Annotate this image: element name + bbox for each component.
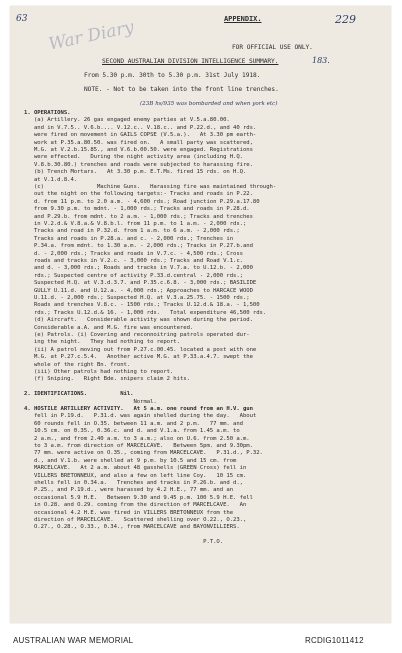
body-line: ing the night. They had nothing to report. (24, 339, 180, 346)
body-line: P.T.O. (24, 539, 224, 546)
war-diary-stamp: War Diary (46, 17, 136, 55)
body-line: rds.; Tracks U.12.d.& 16. - 1,000 rds. Total expenditure 46,500 rds. (24, 309, 267, 316)
body-line: (a) Artillery. 26 gas engaged enemy parties at V.5.a.80.00. (24, 117, 230, 124)
body-line: VILLERS BRETONNEUX, and also a few on left line Coy. 10 15 cm. (24, 472, 247, 479)
body-line: (f) Sniping. Right Bde. snipers claim 2 hits. (24, 376, 190, 383)
body-line: 1. OPERATIONS. (24, 110, 71, 116)
body-line: and d. - 3,000 rds.; Roads and tracks in V.7.a. to U.12.b. - 2,000 (24, 265, 253, 272)
body-line: 2. IDENTIFICATIONS. Nil. (24, 391, 134, 398)
body-line: MARCELCAVE. At 2 a.m. about 48 gasshells (GREEN Cross) fell in (24, 465, 247, 472)
body-line: M.G. at V.2.b.15.85., and V.6.b.00.50. were engaged. Registrations (24, 147, 253, 153)
body-line: d. - 2,000 rds.; Tracks and roads in V.7.c. - 4,500 rds.; Cross (24, 250, 243, 257)
body-line: shells fell in 0.34.a. Trenches and tracks in P.26.b. and d., (24, 480, 243, 486)
document-text (10, 6, 391, 623)
note-line: NOTE. - Not to be taken into the front line trenches. (84, 86, 279, 93)
body-line: were effected. During the night activity area (including H.Q. (24, 154, 243, 161)
body-line: (d) Aircraft. Considerable activity was shown during the period. (24, 317, 253, 324)
body-line: were fired on movement in GAILS COPSE (V.5.a.). At 3.30 pm earth- (24, 132, 257, 139)
document-page (10, 6, 391, 623)
body-line: (ii) A patrol moving out from P.27.c.00.45. located a post with one (24, 346, 257, 353)
body-line: fell in P.19.d. P.31.d. was again shelled during the day. About (24, 413, 257, 420)
body-line: rds.; Suspected centre of activity P.33.d.central - 2,000 rds.; (24, 272, 243, 279)
appendix-heading: APPENDIX. (224, 15, 262, 23)
body-line: V.8.b.30.80.) trenches and roads were subjected to harassing fire. (24, 161, 253, 168)
body-line: Normal. (24, 398, 157, 405)
body-line: 60 rounds fell in O.35. between 11 a.m. and 2 p.m. 77 mm. and (24, 420, 243, 427)
body-line: 10.5 cm. on 0.35., 0.36.c. and d. and V.1.a. from 1.45 a.m. to (24, 428, 240, 435)
body-line: M.G. at P.27.c.5.4. Another active M.G. at P.33.a.4.7. swept the (24, 354, 253, 361)
body-line: P.25., and P.19.d., were harassed by 4.2 H.E., 77 mm. and an (24, 487, 234, 494)
period-line: From 5.30 p.m. 30th to 5.30 p.m. 31st July 1918. (84, 72, 261, 79)
body-line: GULLY U.11.d. and U.12.a. - 4,000 rds.; Approaches to HARCACE WOOD (24, 287, 253, 294)
marginal-handwritten-note: (23B hs/935 was bombarded and when york etc) (140, 101, 278, 107)
body-line: Considerable a.A. and M.G. fire was encountered. (24, 324, 194, 331)
body-line: in O.28. and O.29. coming from the direction of MARCELCAVE. An (24, 502, 247, 509)
body-line: 2 a.m., and from 2.40 a.m. to 3 a.m.; also on U.6. from 2.50 a.m. (24, 435, 250, 442)
body-line: at V.1.d.8.4. (24, 176, 78, 183)
body-line: occasional 4.2 H.E. was fired in VILLERS BRETONNEUX from the (24, 509, 234, 516)
body-line: O.27., O.28., O.33., 0.34., from MARCELCAVE and BAYONVILLIERS. (24, 524, 240, 531)
footer-institution: AUSTRALIAN WAR MEMORIAL (13, 636, 134, 645)
summary-title: SECOND AUSTRALIAN DIVISION INTELLIGENCE SUMMARY. (102, 58, 279, 65)
body-line: whole of the right Bn. front. (24, 361, 131, 368)
summary-number: 183. (312, 56, 330, 65)
body-line: Tracks and roads in P.28.a. and c. - 2,000 rds.; Trenches in (24, 235, 234, 242)
body-line: out the night on the following targets:- Tracks and roads in P.22. (24, 191, 253, 198)
body-line: U.11.d. - 2,000 rds.; Suspected H.Q. at V.3.a.25.75. - 1500 rds.; (24, 295, 250, 301)
body-line: 4. HOSTILE ARTILLERY ACTIVITY. At 5 a.m. one round from an H.V. gun (24, 406, 253, 412)
footer-record-id: RCDIG1011412 (305, 636, 364, 645)
official-use-line: FOR OFFICIAL USE ONLY. (232, 44, 313, 51)
body-line: Roads and trenches V.8.c. - 1500 rds.; Tracks U.12.d.& 18.a. - 1,500 (24, 302, 260, 309)
body-line: Suspected H.Q. at V.3.d.3.7. and P.35.c.6.8. - 3,000 rds.; BASILIDE (24, 280, 257, 287)
page-number: 63 (16, 14, 28, 24)
body-line: and P.29.b. from mdnt. to 2 a.m. - 1,000 rds.; Tracks and trenches (24, 213, 253, 220)
body-line: Tracks and road in P.32.d. from 1 a.m. to 6 a.m. - 2,000 rds.; (24, 228, 240, 235)
appendix-number: 229 (335, 13, 356, 26)
body-line: to 3 a.m. from direction of MARCELCAVE. Between 5pm. and 9.30pm. (24, 443, 253, 449)
body-line: (e) Patrols. (i) Covering and reconnoitring patrols operated dur- (24, 332, 250, 338)
body-line: and in V.7.5.. V.6.b.... V.12.c.. V.18.c.. and P.22.d., and 40 rds. (24, 124, 257, 131)
body-line: d. from 11 p.m. to 2.0 a.m. - 4,600 rds.; Road junction P.29.a.17.80 (24, 198, 260, 205)
body-line: work at P.35.a.80.50. was fired on. A small party was scattered, (24, 139, 253, 146)
body-line: (iii) Other patrols had nothing to report. (24, 369, 174, 375)
body-line: P.34.a. from mdnt. to 1.30 a.m. - 2,000 rds.; Tracks in P.27.b.and (24, 243, 253, 250)
body-line: from 9.30 p.m. to mdnt. - 1,000 rds.; Tracks and roads in P.28.d. (24, 206, 250, 213)
body-line: direction of MARCELCAVE. Scattered shelling over O.22., O.23., (24, 517, 247, 523)
body-line: d., and V.1.b. were shelled at 9 p.m. by 10.5 and 15 cm. from (24, 457, 237, 464)
body-line: roads and tracks in V.2.c. - 3,000 rds.; Tracks and Road V.1.c. (24, 258, 243, 264)
body-line: occasional 5.9 H.E. Between 9.30 and 9.45 p.m. 100 5.9 H.E. fell (24, 494, 253, 501)
body-line: (b) Trench Mortars. At 3.30 p.m. E.T.Ms. fired 15 rds. on H.Q. (24, 169, 247, 176)
body-line: 77 mm. were active on O.35., coming from MARCELCAVE. P.31.d., P.32. (24, 450, 263, 457)
body-line: in V.2.d.& V.8.a.& V.8.b.l. from 11 p.m. to 1 a.m. - 2,000 rds.; (24, 221, 247, 227)
body-line: (c) Machine Guns. Harassing fire was maintained through- (24, 184, 277, 190)
